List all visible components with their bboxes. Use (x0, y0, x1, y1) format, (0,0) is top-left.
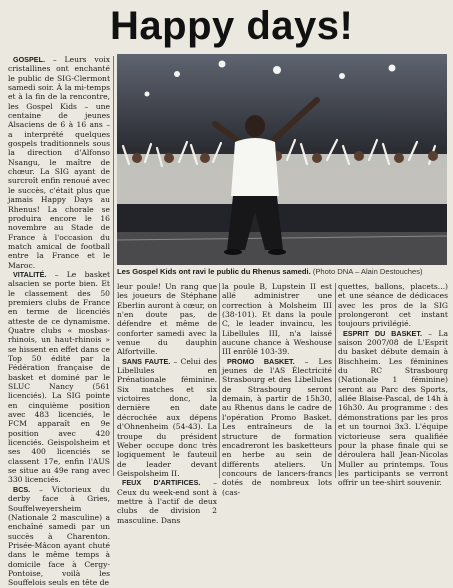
column-divider (113, 56, 114, 476)
paragraph-lead: VITALITÉ. (13, 269, 47, 279)
photo-caption (117, 266, 449, 278)
paragraph-text: – Victorieux du derby face à Gries, Souffelweyersheim (Nationale 2 masculine) a enchaîné samedi par un succès à Charenton. Prisée-Mâcon ayant chuté dans le même temps à domicile face à Cergy-Pontoise, voilà les Souffelois seuls en tête de (8, 484, 110, 588)
paragraph-lead: BCS. (13, 484, 31, 494)
caption-text: Les Gospel Kids ont ravi le public du Rhenus samedi. (117, 267, 311, 276)
paragraph-vitalite (8, 270, 110, 485)
choir-illustration (117, 54, 447, 265)
photo-credit: (Photo DNA – Alain Destouches) (312, 267, 423, 276)
paragraph-feux-dartifices (117, 478, 217, 525)
paragraph-gospel (8, 55, 110, 270)
article-column-4 (338, 282, 448, 488)
paragraph-text: – Ceux du week-end sont à mettre à l'actif de deux clubs de division 2 masculine. Dans (117, 478, 217, 525)
paragraph-text: – La saison 2007/08 de L'Esprit du basket débute demain à Bischheim. Les féminines du RC Strasbourg (Nationale 1 féminine) seront au Parc des Sports, allée Blaise-Pascal, de 14h à 16h30. Au programme : des démonstrations par les pros et un tournoi 3x3. L'équipe victorieuse sera qualifiée pour la phase finale qui se déroulera hall Jean-Nicolas Muller au printemps. Tous les participants se verront offrir un tee-shirt souvenir. (338, 328, 448, 488)
paragraph-lead: FEUX D'ARTIFICES. (122, 478, 201, 488)
article-column-3 (222, 282, 332, 497)
paragraph-continued: leur poule! Un rang que les joueurs de Stéphane Eberlin auront à cœur, on n'en doute pas, de défendre et même de conforter samedi avec la venue du dauphin Alfortville. (117, 282, 217, 357)
paragraph-bcs (8, 485, 110, 588)
paragraph-esprit-du-basket (338, 329, 448, 488)
paragraph-text: – Les jeunes de l'AS Électricité Strasbourg et des Libellules de Strasbourg seront demain, à partir de 15h30, au Rhenus dans le cadre de l'opération Promo Basket. Les entraîneurs de la structure de formation encadreront les basketteurs en herbe au sein de différents ateliers. Un concours de lancers-francs dotés de nombreux lots (cas- (222, 356, 332, 497)
article-column-1 (8, 55, 110, 588)
paragraph-lead: ESPRIT DU BASKET. (343, 328, 422, 338)
paragraph-continued: la poule B, Lupstein II est allé administrer une correction à Molsheim III (38-101). Et dans la poule C, le leader invaincu, les Libellules III, n'a laissé aucune chance à Weshouse III enrôlé 103-39. (222, 282, 332, 357)
paragraph-text: – Celui des Libellules en Prénationale féminine. Six matches et six victoires donc, la dernière en date décrochée aux dépens d'Ohnenheim (54-43). La troupe du président Weber occupe donc très logiquement le fauteuil de leader devant Geispolsheim II. (117, 356, 217, 478)
paragraph-promo-basket (222, 357, 332, 497)
paragraph-sans-faute (117, 357, 217, 478)
paragraph-lead: SANS FAUTE. (122, 356, 171, 366)
column-divider (219, 283, 220, 478)
article-column-2 (117, 282, 217, 525)
paragraph-text: – Leurs voix cristallines ont enchanté le public de SIG-Clermont samedi soir. À la mi-temps et à la fin de la rencontre, les Gospel Kids – une centaine de jeunes Alsaciens de 6 à 16 ans – a interprété quelques gospels traditionnels sous la direction d'Alfonso Nsangu, le maître de chœur. La SIG ayant de surcroît enfin renoué avec le succès, c'était plus que jamais Happy Days au Rhenus! La chorale se produira encore le 16 novembre au Stade de France à l'occasion du match amical de football entre la France et le Maroc. (8, 55, 110, 270)
paragraph-lead: PROMO BASKET. (227, 356, 295, 366)
column-divider (335, 283, 336, 478)
paragraph-lead: GOSPEL. (13, 55, 45, 64)
paragraph-continued: quettes, ballons, placets...) et une séance de dédicaces avec les pros de la SIG prolongeront cet instant toujours privilégié. (338, 282, 448, 329)
headline: Happy days! (110, 4, 354, 48)
gospel-kids-photo (117, 54, 447, 265)
paragraph-text: – Le basket alsacien se porte bien. Et le classement des 50 premiers clubs de France en terme de licenciés atteste de ce dynamisme. Quatre clubs « mosbas-rhinois, un haut-rhinois » se hissent en effet dans ce Top 50 édité par la Fédération française de basket et dominé par le SLUC Nancy (561 licenciés). La SIG pointe en cinquième position avec 483 licenciés, le FCM apparaît en 9e position avec 420 licenciés. Geispolsheim et ses 400 licenciés se classent 17e, enfin l'AUS se situe au 49e rang avec 330 licenciés. (8, 269, 110, 485)
